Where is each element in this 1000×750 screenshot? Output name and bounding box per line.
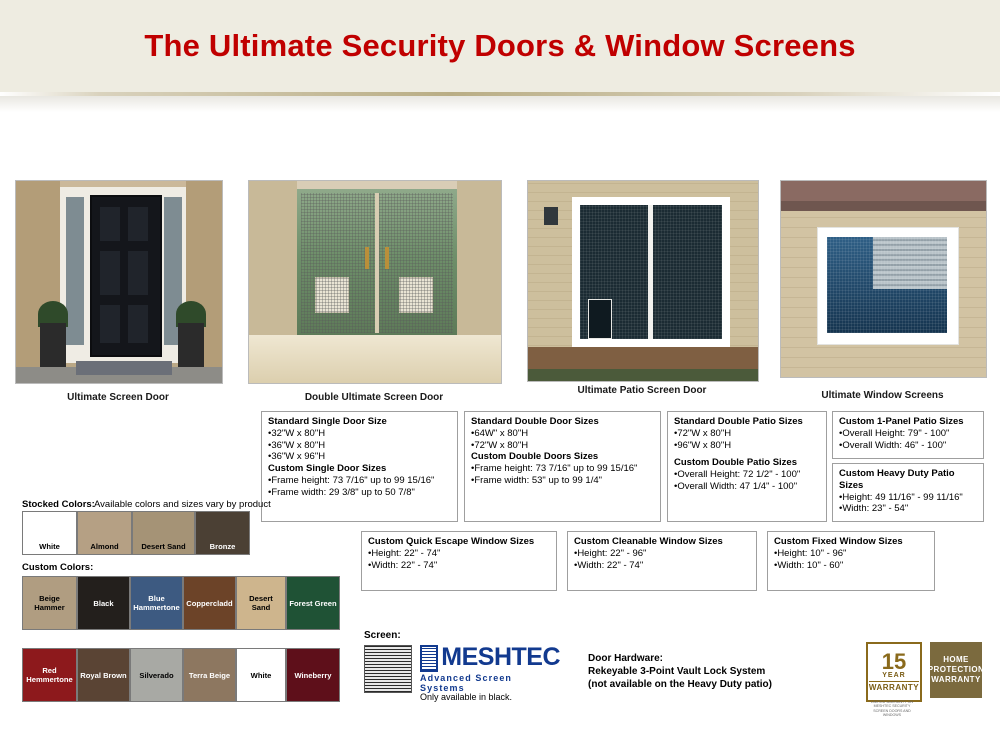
ultimate-screen-door-photo [15,180,223,384]
swatch-label: Red Hemmertone [26,666,73,684]
swatch-label: Black [93,598,114,608]
spec-title: Custom Double Doors Sizes [471,451,599,463]
home-badge-line-3: WARRANTY [931,675,981,684]
home-badge-line-2: PROTECTION [927,665,985,674]
spec-line: •Height: 10" - 96" [774,547,847,559]
swatch-label: Almond [90,542,119,551]
swatch-coppercladd [183,576,236,630]
screen-label: Screen: [364,630,401,641]
warranty-years-number: 15 [881,649,907,674]
spec-box-double-patio [667,411,827,522]
spec-title: Standard Single Door Size [268,416,387,427]
mesh-swatch-icon [364,645,412,693]
swatch-label: Desert Sand [141,542,186,551]
swatch-silverado [130,648,183,702]
swatch-bronze [195,511,250,555]
spec-line: •Width: 10" - 60" [774,559,844,571]
home-badge-line-1: HOME [943,655,969,664]
spec-box-heavy-duty-patio [832,463,984,522]
header-shadow [0,96,1000,112]
swatch-red-hemmertone [22,648,77,702]
spec-box-single-door [261,411,458,522]
spec-line: •Overall Width: 46" - 100" [839,439,947,451]
spec-line: •72"W x 80"H [674,427,732,439]
spec-line: •36"W x 80"H [268,439,326,451]
swatch-label: Blue Hammertone [133,594,180,612]
spec-box-fixed-window [767,531,935,591]
meshtec-tagline: Advanced Screen Systems [420,673,513,693]
door-hardware-block [588,652,772,691]
spec-line: •Width: 22" - 74" [368,559,438,571]
spec-title: Custom Cleanable Window Sizes [574,536,723,547]
spec-line: •Width: 22" - 74" [574,559,644,571]
home-protection-warranty-badge [927,642,985,698]
swatch-label: Beige Hammer [34,594,65,612]
swatch-label: Royal Brown [80,670,127,680]
swatch-desert-sand-custom [236,576,286,630]
photo-caption-2: Double Ultimate Screen Door [304,392,444,403]
custom-colors-label: Custom Colors: [22,562,94,573]
swatch-almond [77,511,132,555]
spec-line: •Frame height: 73 7/16" up to 99 15/16" [268,474,435,486]
spec-title: Custom Quick Escape Window Sizes [368,536,535,547]
swatch-beige-hammer [22,576,77,630]
door-hardware-line-1: Rekeyable 3-Point Vault Lock System [588,666,766,677]
meshtec-availability-note: Only available in black. [420,692,513,702]
stocked-colors-note: Available colors and sizes vary by product [94,499,271,510]
spec-title: Custom Heavy Duty Patio Sizes [839,468,955,491]
photo-caption-4: Ultimate Window Screens [821,390,944,401]
spec-box-quick-escape-window [361,531,557,591]
swatch-label: White [250,670,272,680]
swatch-forest-green [286,576,340,630]
photo-caption-1: Ultimate Screen Door [67,392,169,403]
spec-title: Custom Fixed Window Sizes [774,536,903,547]
swatch-label: Desert Sand [249,594,273,612]
spec-line: •Overall Width: 47 1/4" - 100" [674,480,798,492]
spec-box-double-door [464,411,661,522]
spec-line: •Frame width: 29 3/8" up to 50 7/8" [268,486,415,498]
spec-line: •Frame width: 53" up to 99 1/4" [471,474,603,486]
warranty-year-label: YEAR [882,672,906,679]
spec-line: •Frame height: 73 7/16" up to 99 15/16" [471,463,638,475]
spec-title: Standard Double Door Sizes [471,416,599,427]
spec-line: •Height: 22" - 74" [368,547,441,559]
spec-line: •64W" x 80"H [471,427,529,439]
warranty-word-label: WARRANTY [868,683,920,692]
swatch-label: Coppercladd [186,598,233,608]
spec-box-one-panel-patio [832,411,984,459]
spec-title: Custom Double Patio Sizes [674,457,797,469]
warranty-badge [866,642,922,702]
ultimate-window-screens-photo [780,180,987,378]
swatch-label: Wineberry [294,670,332,680]
ultimate-patio-screen-door-photo [527,180,759,382]
meshtec-logo [420,644,560,693]
swatch-black [77,576,130,630]
swatch-wineberry [286,648,340,702]
spec-line: •32"W x 80"H [268,427,326,439]
double-ultimate-screen-door-photo [248,180,502,384]
swatch-label: Terra Beige [188,670,231,680]
page-title: The Ultimate Security Doors & Window Screens [144,28,856,63]
swatch-label: White [39,542,60,551]
swatch-blue-hammertone [130,576,183,630]
stocked-colors-label: Stocked Colors: [22,499,95,510]
spec-line: •96"W x 80"H [674,439,732,451]
swatch-desert-sand [132,511,195,555]
spec-line: •36"W x 96"H [268,451,326,463]
door-hardware-title: Door Hardware: [588,653,664,664]
spec-line: •72"W x 80"H [471,439,529,451]
photo-caption-3: Ultimate Patio Screen Door [577,385,707,396]
warranty-fineprint: LIMITED WARRANTY ON MESHTEC SECURITY SCREEN DOORS AND WINDOWS [871,700,913,718]
spec-title: Custom 1-Panel Patio Sizes [839,416,964,427]
swatch-royal-brown [77,648,130,702]
swatch-label: Forest Green [289,598,337,608]
door-hardware-line-2: (not available on the Heavy Duty patio) [588,679,772,690]
spec-line: •Height: 49 11/16" - 99 11/16" [839,491,963,503]
page-header [0,0,1000,92]
meshtec-mesh-icon [420,645,438,672]
swatch-white-custom [236,648,286,702]
spec-line: •Overall Height: 79" - 100" [839,427,950,439]
spec-line: •Width: 23" - 54" [839,503,909,515]
swatch-label: Bronze [209,542,236,551]
swatch-white [22,511,77,555]
spec-title: Custom Single Door Sizes [268,463,387,475]
spec-box-cleanable-window [567,531,757,591]
spec-title: Standard Double Patio Sizes [674,416,803,427]
spec-line: •Height: 22" - 96" [574,547,647,559]
swatch-terra-beige [183,648,236,702]
spec-line: •Overall Height: 72 1/2" - 100" [674,469,801,481]
swatch-label: Silverado [139,670,174,680]
meshtec-wordmark: MESHTEC [441,643,560,671]
